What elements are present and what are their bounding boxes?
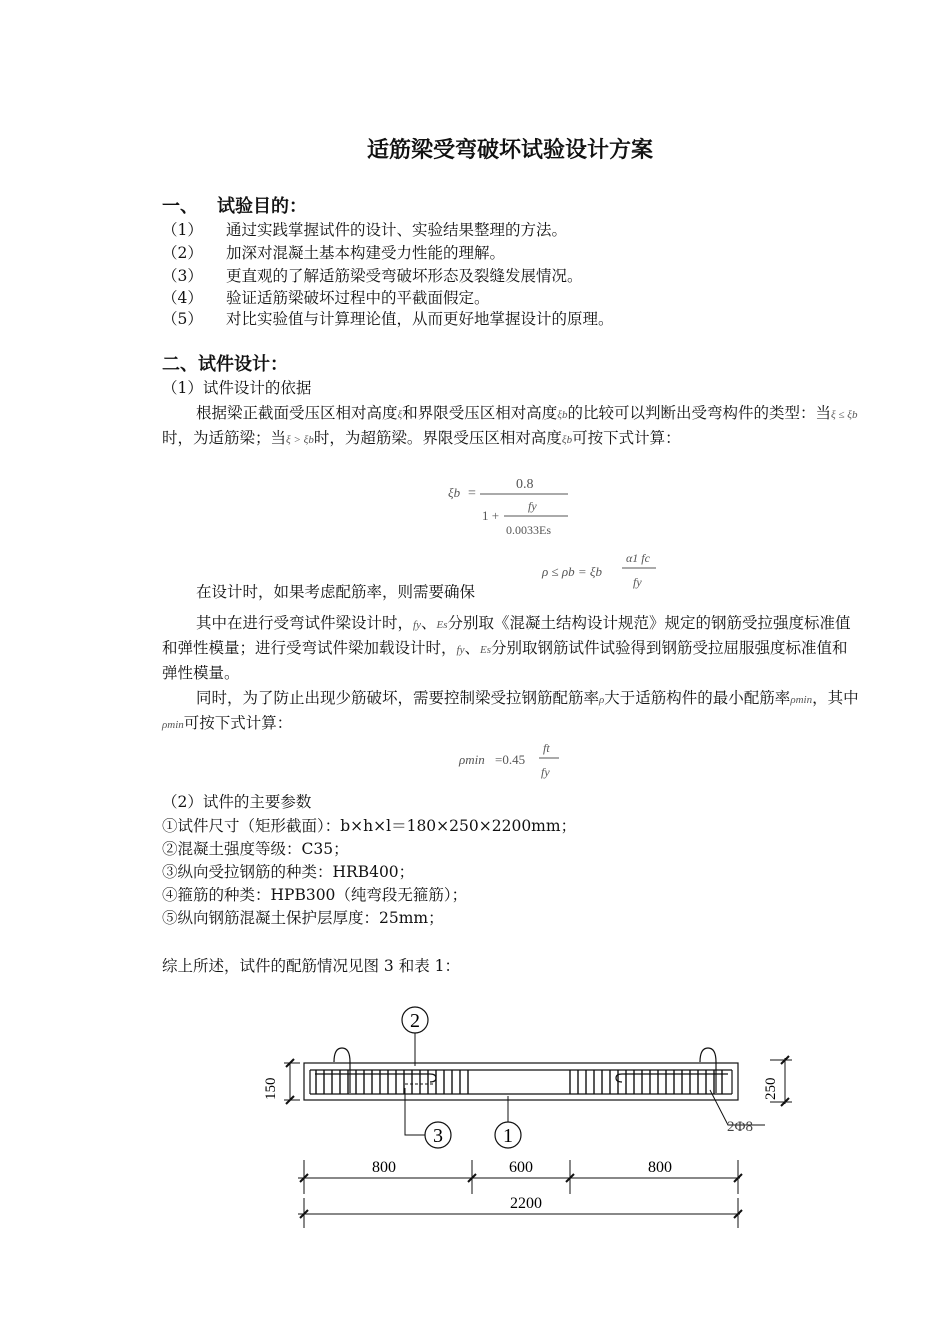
formula-one: 1 + bbox=[482, 508, 500, 523]
dim-segment-left: 800 bbox=[372, 1159, 396, 1176]
symbol-fy: fy bbox=[413, 619, 421, 631]
purpose-item-mark: （3） bbox=[162, 267, 203, 285]
param-item: ⑤纵向钢筋混凝土保护层厚度：25mm； bbox=[162, 909, 444, 927]
rebar-note: 2Φ8 bbox=[727, 1119, 753, 1135]
symbol-xi: ξ bbox=[397, 409, 403, 421]
purpose-item-mark: （5） bbox=[162, 310, 203, 328]
formula-num: 0.8 bbox=[516, 477, 534, 492]
symbol-es: Es bbox=[479, 644, 491, 656]
param-item: ④箍筋的种类：HPB300（纯弯段无箍筋）； bbox=[162, 886, 468, 904]
dim-left-height: 150 bbox=[263, 1077, 279, 1100]
formula-den: fy bbox=[633, 575, 642, 589]
purpose-item-text: 对比实验值与计算理论值，从而更好地掌握设计的原理。 bbox=[226, 310, 614, 328]
purpose-item bbox=[162, 241, 505, 263]
symbol-xib: ξb bbox=[557, 409, 568, 421]
section-1-number: 一、 bbox=[162, 196, 198, 217]
symbol-fy: fy bbox=[456, 644, 465, 656]
summary-text: 综上所述，试件的配筋情况见图 3 和表 1： bbox=[162, 957, 461, 975]
param-item: ②混凝土强度等级：C35； bbox=[162, 840, 349, 858]
dim-segment-right: 800 bbox=[648, 1159, 672, 1176]
symbol-cond-over: ξ > ξb bbox=[286, 434, 314, 446]
formula-num: ft bbox=[543, 741, 550, 755]
purpose-item-text: 更直观的了解适筋梁受弯破坏形态及裂缝发展情况。 bbox=[226, 267, 583, 285]
purpose-item bbox=[162, 307, 614, 329]
dim-segment-middle: 600 bbox=[509, 1159, 533, 1176]
purpose-item bbox=[162, 286, 490, 308]
formula-num: α1 fc bbox=[626, 551, 650, 565]
symbol-xib: ξb bbox=[561, 434, 573, 446]
formula-lhs: ρ ≤ ρb = ξb bbox=[542, 564, 602, 579]
reinforcement-drawing bbox=[250, 1000, 810, 1240]
symbol-cond-under: ξ ≤ ξb bbox=[830, 409, 858, 421]
section-1-title: 试验目的： bbox=[217, 196, 307, 217]
formula-den: fy bbox=[541, 765, 550, 779]
paragraph-material-values: 其中在进行受弯试件梁设计时，fy、Es分别取《混凝土结构设计规范》规定的钢筋受拉强度标准值和弹性模量；进行受弯试件梁加载设计时，fy、Es分别取钢筋试件试验得到钢筋受拉屈服强度标准值和弹性模量。 bbox=[162, 614, 851, 682]
dim-right-height: 250 bbox=[763, 1077, 779, 1100]
formula-xib bbox=[440, 470, 590, 550]
symbol-rho: ρ bbox=[599, 694, 605, 706]
document-title: 适筋梁受弯破坏试验设计方案 bbox=[366, 138, 653, 163]
param-item: ①试件尺寸（矩形截面）：b×h×l＝180×250×2200mm； bbox=[162, 817, 577, 835]
purpose-item bbox=[162, 264, 583, 286]
purpose-item-mark: （4） bbox=[162, 289, 203, 307]
formula-eq: =0.45 bbox=[495, 752, 526, 767]
label-rebar-2: 2 bbox=[410, 1010, 420, 1032]
formula-rhomin bbox=[455, 738, 575, 784]
formula-inner-den: 0.0033Es bbox=[506, 523, 551, 537]
symbol-es: Es bbox=[436, 619, 448, 631]
purpose-item-text: 加深对混凝土基本构建受力性能的理解。 bbox=[226, 244, 506, 262]
section-2-heading: 二、试件设计： bbox=[162, 354, 288, 375]
section-1-heading bbox=[162, 192, 307, 218]
purpose-item-mark: （2） bbox=[162, 244, 203, 262]
formula-lhs: ρmin bbox=[459, 752, 485, 767]
formula-lhs: ξb bbox=[448, 485, 461, 500]
symbol-rhomin: ρmin bbox=[790, 694, 813, 706]
formula-eq: = bbox=[468, 486, 476, 501]
purpose-item bbox=[162, 218, 567, 240]
paragraph-min-ratio: 同时，为了防止出现少筋破坏，需要控制梁受拉钢筋配筋率ρ大于适筋构件的最小配筋率ρmin，其中ρmin可按下式计算： bbox=[162, 689, 859, 732]
symbol-rhomin: ρmin bbox=[162, 719, 184, 731]
paragraph-reinforcement-ratio: 在设计时，如果考虑配筋率，则需要确保 bbox=[196, 583, 476, 601]
subsection-1-heading: （1）试件设计的依据 bbox=[162, 379, 312, 397]
param-item: ③纵向受拉钢筋的种类：HRB400； bbox=[162, 863, 415, 881]
label-rebar-1: 1 bbox=[503, 1125, 513, 1147]
purpose-item-mark: （1） bbox=[162, 221, 203, 239]
formula-inner-num: fy bbox=[528, 499, 537, 513]
paragraph-design-basis: 根据梁正截面受压区相对高度ξ和界限受压区相对高度ξb的比较可以判断出受弯构件的类型：当ξ ≤ ξb时，为适筋梁；当ξ > ξb时，为超筋梁。界限受压区相对高度ξb可按下式计算： bbox=[162, 404, 858, 447]
purpose-item-text: 通过实践掌握试件的设计、实验结果整理的方法。 bbox=[226, 221, 568, 239]
dim-total-length: 2200 bbox=[510, 1195, 542, 1212]
purpose-item-text: 验证适筋梁破坏过程中的平截面假定。 bbox=[226, 289, 490, 307]
label-rebar-3: 3 bbox=[433, 1125, 443, 1147]
subsection-2-heading: （2）试件的主要参数 bbox=[162, 793, 312, 811]
